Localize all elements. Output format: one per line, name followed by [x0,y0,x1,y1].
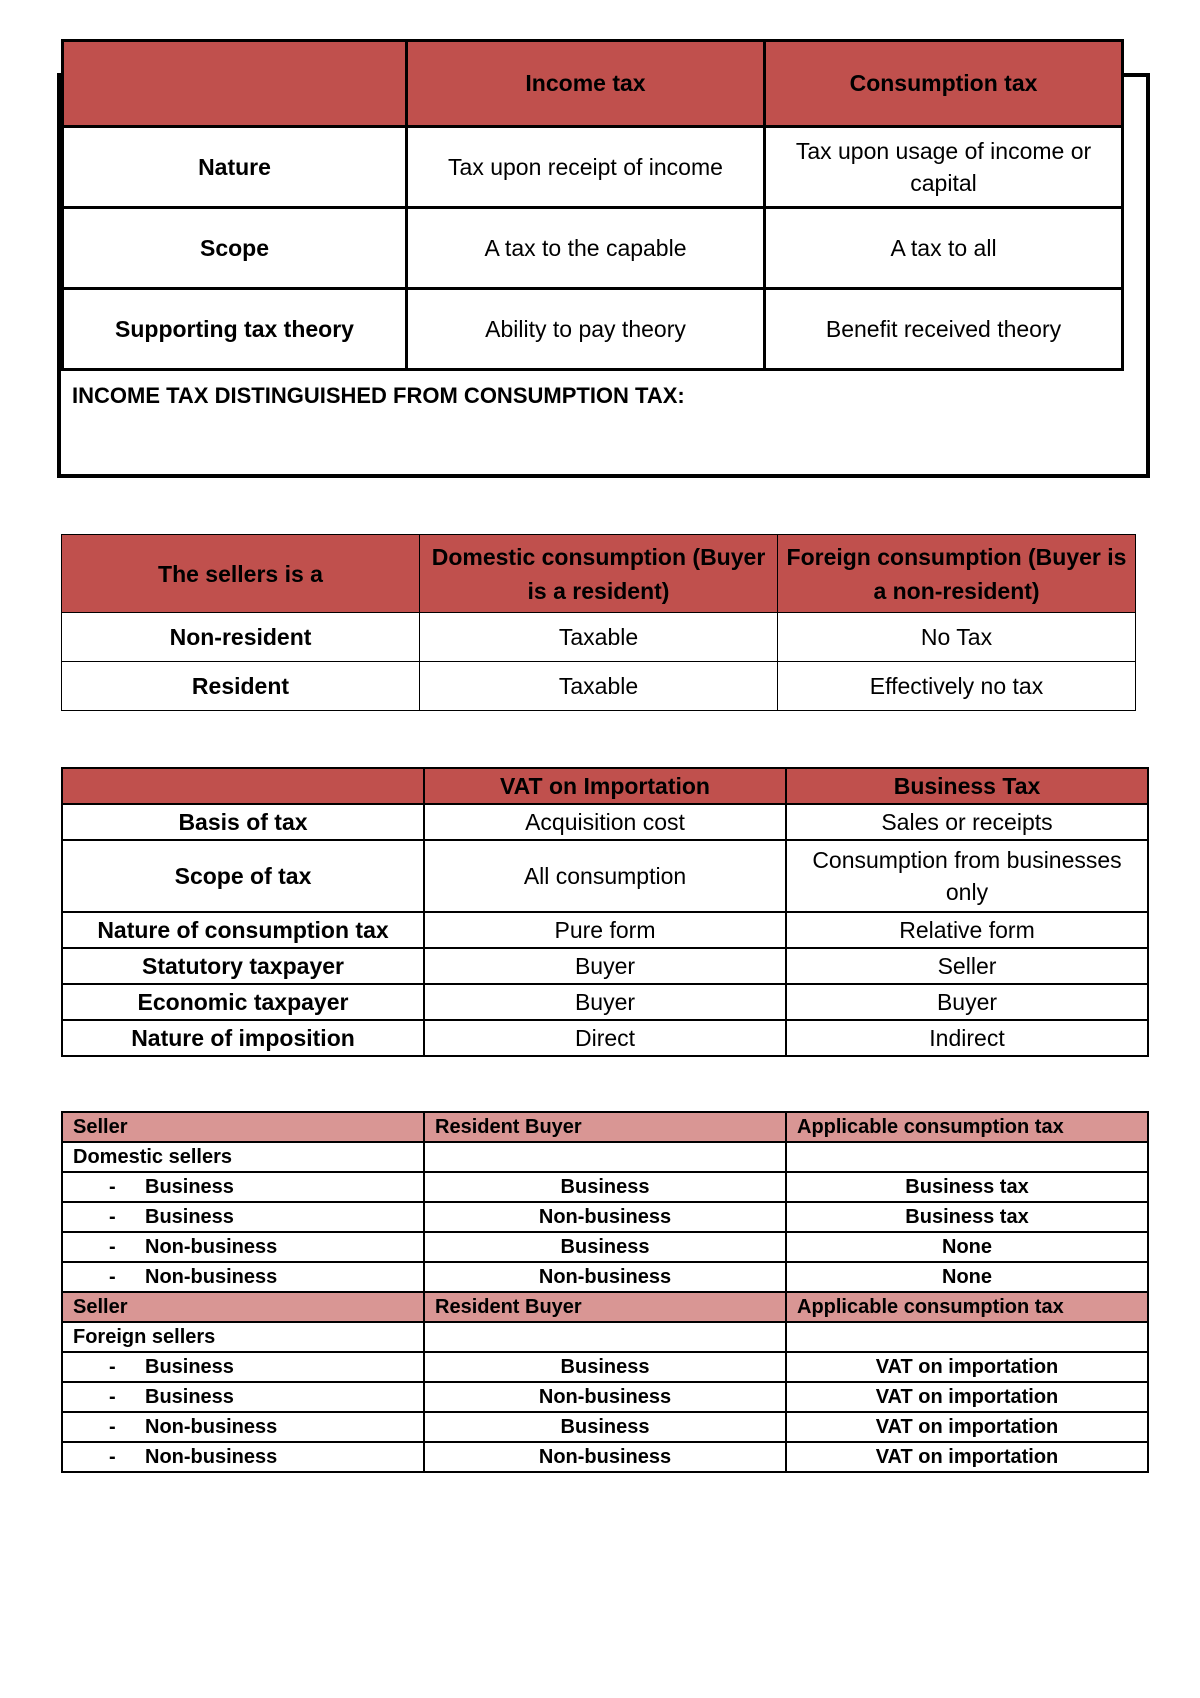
header-cell [63,41,407,127]
row-label: Resident [62,662,420,711]
dash-marker: - [109,1445,116,1468]
tax-cell: VAT on importation [786,1412,1148,1442]
seller-type: Non-business [145,1235,278,1258]
row-label: Nature of imposition [62,1020,424,1056]
table-header-row [63,41,1123,127]
buyer-cell: Non-business [424,1382,786,1412]
row-label: Non-resident [62,613,420,662]
income-cell: A tax to the capable [407,208,765,289]
table-row [62,804,1148,840]
dash-marker: - [109,1175,116,1198]
vat-cell: Acquisition cost [424,804,786,840]
business-cell: Seller [786,948,1148,984]
row-label: Supporting tax theory [63,289,407,370]
business-cell: Buyer [786,984,1148,1020]
seller-cell [62,1262,424,1292]
tax-cell: VAT on importation [786,1352,1148,1382]
header-seller: The sellers is a [62,535,420,613]
header-foreign-consumption: Foreign consumption (Buyer is a non-resident) [778,535,1136,613]
seller-cell [62,1442,424,1472]
tax-cell: Business tax [786,1202,1148,1232]
income-cell: Tax upon receipt of income [407,127,765,208]
tax-cell: Business tax [786,1172,1148,1202]
applicable-consumption-tax-table [61,1111,1149,1473]
vat-vs-business-tax-table [61,767,1149,1057]
seller-cell [62,1412,424,1442]
header-domestic-consumption: Domestic consumption (Buyer is a resident) [420,535,778,613]
row-label: Nature of consumption tax [62,912,424,948]
row-label: Scope [63,208,407,289]
table-row [62,1442,1148,1472]
group-label: Domestic sellers [62,1142,424,1172]
empty-cell [424,1142,786,1172]
domestic-cell: Taxable [420,613,778,662]
buyer-cell: Business [424,1172,786,1202]
row-label: Economic taxpayer [62,984,424,1020]
dash-marker: - [109,1205,116,1228]
table-row [62,1382,1148,1412]
seller-cell [62,1172,424,1202]
group-row [62,1322,1148,1352]
table-row [62,1232,1148,1262]
tax-cell: None [786,1262,1148,1292]
header-seller: Seller [62,1292,424,1322]
buyer-cell: Business [424,1352,786,1382]
domestic-cell: Taxable [420,662,778,711]
consumption-cell: Tax upon usage of income or capital [765,127,1123,208]
tax-cell: VAT on importation [786,1442,1148,1472]
group-row [62,1142,1148,1172]
header-applicable-tax: Applicable consumption tax [786,1112,1148,1142]
vat-cell: Direct [424,1020,786,1056]
table-header-row [62,1292,1148,1322]
business-cell: Consumption from businesses only [786,840,1148,912]
seller-cell [62,1202,424,1232]
vat-cell: Buyer [424,984,786,1020]
table-row [62,1262,1148,1292]
dash-marker: - [109,1265,116,1288]
seller-residency-table [61,534,1136,711]
row-label: Statutory taxpayer [62,948,424,984]
tax-cell: VAT on importation [786,1382,1148,1412]
table-row [62,1172,1148,1202]
business-cell: Sales or receipts [786,804,1148,840]
vat-cell: All consumption [424,840,786,912]
header-income-tax: Income tax [407,41,765,127]
buyer-cell: Business [424,1412,786,1442]
table-row [62,840,1148,912]
table-row [62,1352,1148,1382]
buyer-cell: Non-business [424,1262,786,1292]
table-header-row [62,535,1136,613]
buyer-cell: Non-business [424,1442,786,1472]
dash-marker: - [109,1355,116,1378]
seller-type: Non-business [145,1265,278,1288]
header-applicable-tax: Applicable consumption tax [786,1292,1148,1322]
tax-cell: None [786,1232,1148,1262]
row-label: Basis of tax [62,804,424,840]
seller-cell [62,1232,424,1262]
income-vs-consumption-title: INCOME TAX DISTINGUISHED FROM CONSUMPTION TAX: [72,383,685,408]
business-cell: Relative form [786,912,1148,948]
seller-type: Business [145,1385,234,1408]
header-cell [62,768,424,804]
seller-type: Non-business [145,1445,278,1468]
buyer-cell: Non-business [424,1202,786,1232]
table-row [62,912,1148,948]
empty-cell [786,1322,1148,1352]
header-resident-buyer: Resident Buyer [424,1112,786,1142]
table-row [63,127,1123,208]
table-row [62,984,1148,1020]
seller-type: Non-business [145,1415,278,1438]
empty-cell [786,1142,1148,1172]
row-label: Nature [63,127,407,208]
income-cell: Ability to pay theory [407,289,765,370]
header-business-tax: Business Tax [786,768,1148,804]
consumption-cell: A tax to all [765,208,1123,289]
income-vs-consumption-table [61,39,1124,371]
header-resident-buyer: Resident Buyer [424,1292,786,1322]
table-row [63,208,1123,289]
vat-cell: Pure form [424,912,786,948]
vat-cell: Buyer [424,948,786,984]
table-row [62,1020,1148,1056]
header-seller: Seller [62,1112,424,1142]
row-label: Scope of tax [62,840,424,912]
table-row [62,948,1148,984]
seller-cell [62,1382,424,1412]
empty-cell [424,1322,786,1352]
business-cell: Indirect [786,1020,1148,1056]
dash-marker: - [109,1415,116,1438]
table-row [62,1202,1148,1232]
consumption-cell: Benefit received theory [765,289,1123,370]
foreign-cell: No Tax [778,613,1136,662]
dash-marker: - [109,1235,116,1258]
dash-marker: - [109,1385,116,1408]
seller-type: Business [145,1355,234,1378]
buyer-cell: Business [424,1232,786,1262]
seller-type: Business [145,1175,234,1198]
table-row [62,662,1136,711]
seller-type: Business [145,1205,234,1228]
table-row [62,1412,1148,1442]
table-header-row [62,768,1148,804]
group-label: Foreign sellers [62,1322,424,1352]
table-header-row [62,1112,1148,1142]
header-consumption-tax: Consumption tax [765,41,1123,127]
table-row [63,289,1123,370]
table-row [62,613,1136,662]
header-vat-importation: VAT on Importation [424,768,786,804]
foreign-cell: Effectively no tax [778,662,1136,711]
seller-cell [62,1352,424,1382]
